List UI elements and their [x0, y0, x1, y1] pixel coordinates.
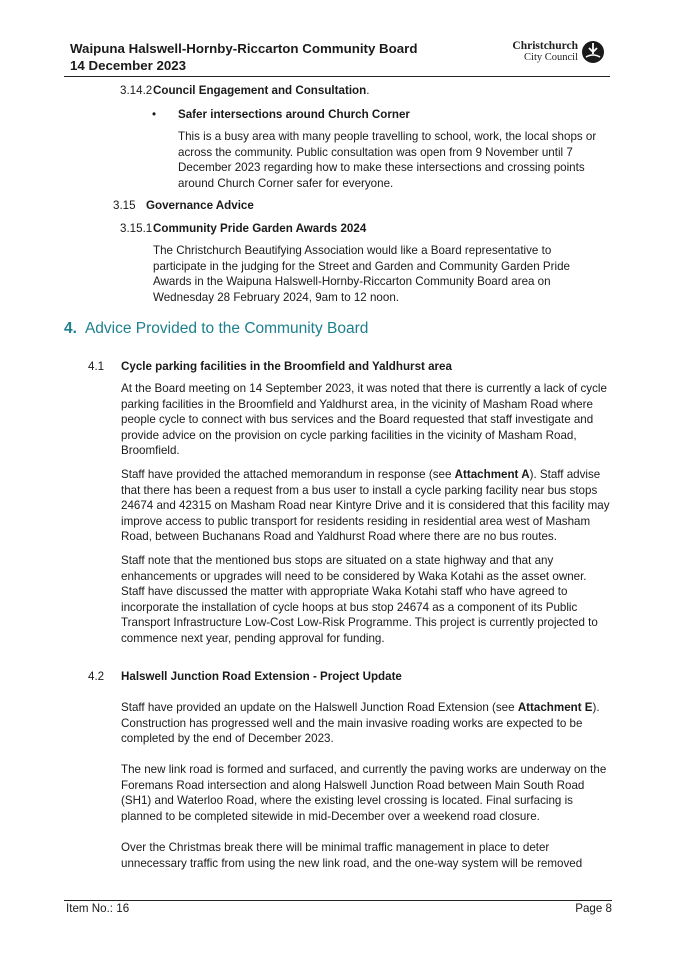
section-body-3-15-1: The Christchurch Beautifying Association would like a Board representative to participate in the judging for the Street and Garden and Community Garden Pride Awards in the Waipuna Halswell-Hornby-Riccarton Community Board area on Wednesday 28 February 2024, 9am to 12 noon.: [153, 244, 570, 304]
page-header: [70, 40, 605, 76]
section-number-4-2: 4.2: [88, 670, 105, 683]
footer-rule: [64, 900, 612, 901]
logo-line-1: Christchurch: [512, 40, 578, 52]
section-4-1-paragraph-3: Staff note that the mentioned bus stops are situated on a state highway and that any enhancements or upgrades will need to be considered by Waka Kotahi as the asset owner. Staff have discussed the matter with appropriate Waka Kotahi staff who have agreed to incorporate the installation of cycle hoops at bus stop 24674 as a component of its Public Transport Infrastructure Low-Cost Low-Risk Programme. This project is currently projected to commence next year, pending approval for funding.: [121, 554, 598, 645]
header-title: Waipuna Halswell-Hornby-Riccarton Community Board: [70, 41, 418, 56]
council-logo: [512, 40, 605, 64]
section-heading-4: 4. Advice Provided to the Community Board: [64, 320, 369, 337]
bullet-icon: •: [152, 108, 157, 121]
council-emblem-icon: [581, 40, 605, 64]
header-date: 14 December 2023: [70, 58, 187, 73]
section-title-3-15-1: Community Pride Garden Awards 2024: [153, 222, 367, 235]
section-4-2-paragraph-1: Staff have provided an update on the Halswell Junction Road Extension (see Attachment E). Construction has progressed well and the main invasive roading works are expected to be completed by the end of December 2023.: [121, 701, 600, 746]
section-4-2-paragraph-2: The new link road is formed and surfaced, and currently the paving works are underway on the Foremans Road intersection and along Halswell Junction Road between Main South Road (SH1) and Waterloo Road, where the existing level crossing is located. Final surfacing is planned to be completed sitewide in mid-December over a weekend road closure.: [121, 763, 607, 823]
footer-item-number: Item No.: 16: [66, 902, 130, 915]
section-number-3-15: 3.15: [113, 199, 136, 212]
bullet-body: This is a busy area with many people travelling to school, work, the local shops or across the community. Public consultation was open from 9 November until 7 December 2023 regarding how to make these intersections and crossing points around Church Corner safer for everyone.: [178, 130, 597, 190]
section-title-4-1: Cycle parking facilities in the Broomfield and Yaldhurst area: [121, 360, 452, 373]
section-4-1-paragraph-1: At the Board meeting on 14 September 2023, it was noted that there is currently a lack of cycle parking facilities in the Broomfield and Yaldhurst area, in the vicinity of Masham Road where people cycle to connect with bus services and the Board requested that staff investigate and provide advice on the provision on cycle parking facilities in the vicinity of Masham Road, Broomfield.: [121, 382, 607, 458]
bullet-title: Safer intersections around Church Corner: [178, 108, 410, 121]
section-4-1-paragraph-2: Staff have provided the attached memorandum in response (see Attachment A). Staff advise that there has been a request from a bus user to install a cycle parking facility near bus stops 24674 and 42315 on Masham Road near Kintyre Drive and it is considered that this facility may improve access to public transport for residents residing in residential area west of Masham Road, between Buchanans Road and Yaldhurst Road where there are no bus routes.: [121, 468, 610, 544]
section-title-3-14-2: Council Engagement and Consultation.: [153, 84, 370, 97]
section-title-4-2: Halswell Junction Road Extension - Project Update: [121, 670, 402, 683]
logo-line-2: City Council: [524, 52, 578, 63]
header-rule: [64, 76, 610, 77]
section-title-3-15: Governance Advice: [146, 199, 254, 212]
footer-page-number: Page 8: [575, 902, 612, 915]
section-number-4-1: 4.1: [88, 360, 105, 373]
section-number-3-14-2: 3.14.2: [120, 84, 153, 97]
section-number-3-15-1: 3.15.1: [120, 222, 153, 235]
section-4-2-paragraph-3: Over the Christmas break there will be minimal traffic management in place to deter unnecessary traffic from using the new link road, and the one-way system will be removed: [121, 841, 583, 870]
